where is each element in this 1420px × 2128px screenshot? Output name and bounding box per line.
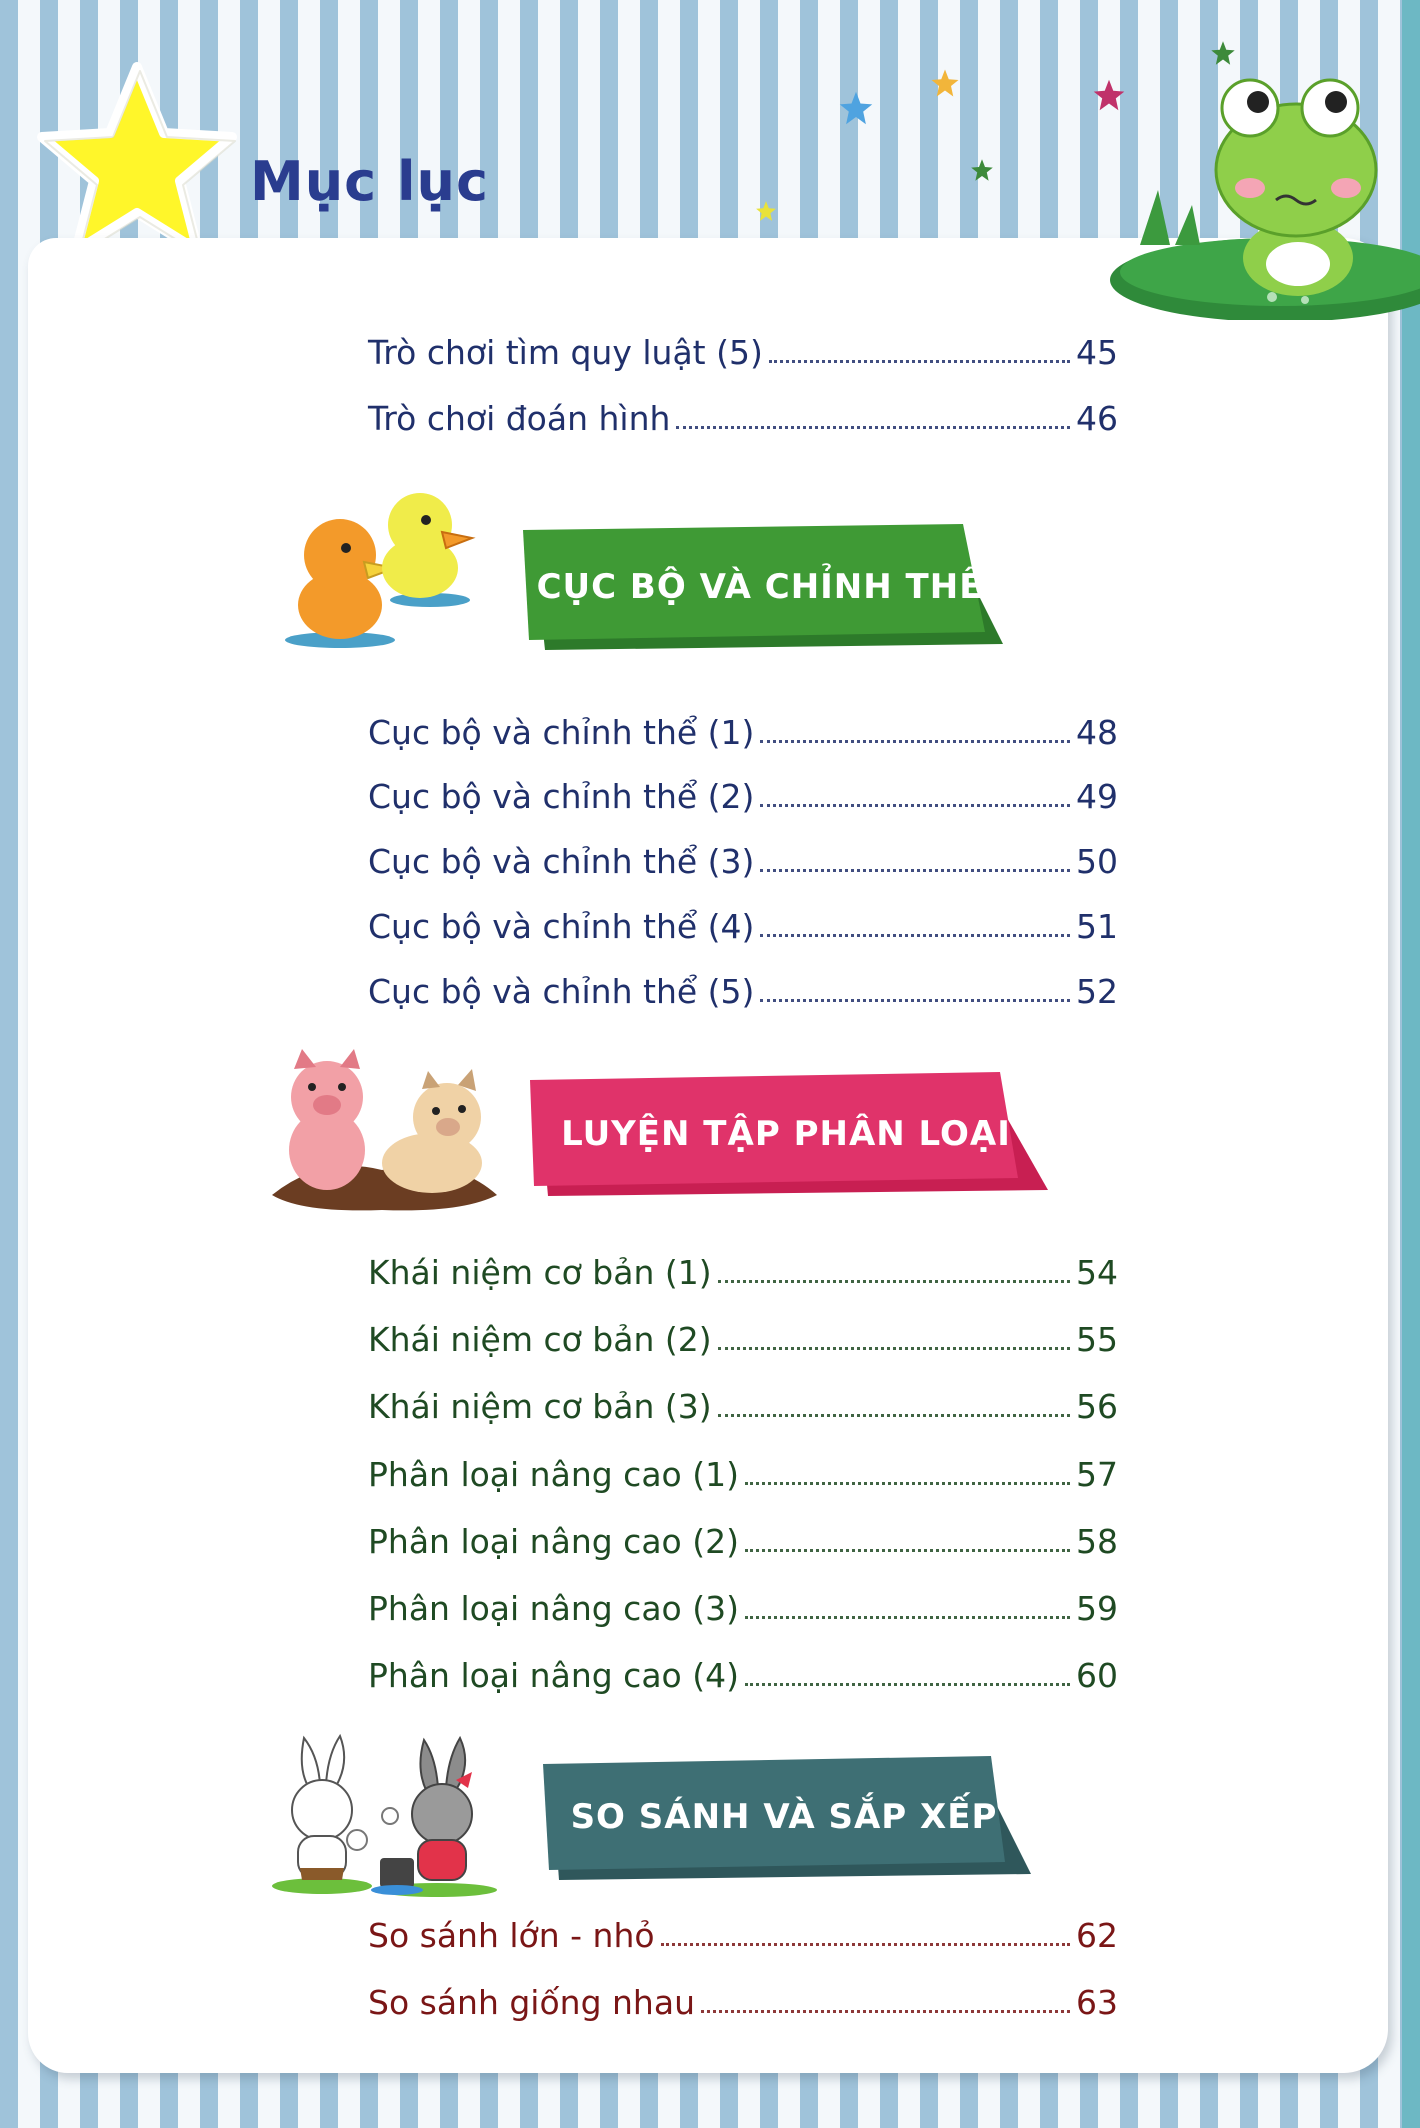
toc-entry-page: 48 [1076,713,1118,752]
toc-entry-title: So sánh lớn - nhỏ [368,1916,655,1955]
dot-leader [760,740,1070,743]
toc-entry-title: Phân loại nâng cao (2) [368,1522,739,1561]
toc-entry[interactable] [368,1245,1118,1293]
toc-entry[interactable] [368,1908,1118,1956]
dot-leader [718,1347,1070,1350]
dot-leader [760,999,1070,1002]
star-icon [32,55,242,265]
toc-entry[interactable] [368,325,1118,373]
toc-entry-page: 58 [1076,1522,1118,1561]
dot-leader [745,1616,1070,1619]
toc-entry-title: So sánh giống nhau [368,1983,695,2022]
toc-entry-title: Trò chơi tìm quy luật (5) [368,333,763,372]
frog-icon [1100,40,1420,320]
dot-leader [769,360,1070,363]
dot-leader [718,1414,1070,1417]
star-icon [838,90,874,126]
toc-entry-page: 62 [1076,1916,1118,1955]
dot-leader [745,1482,1070,1485]
toc-entry-page: 45 [1076,333,1118,372]
page-title: Mục lục [250,150,489,213]
dot-leader [718,1280,1070,1283]
dot-leader [661,1943,1070,1946]
section-heading: LUYỆN TẬP PHÂN LOẠI [561,1114,1011,1154]
rabbit-icon [262,1728,524,1898]
dot-leader [760,804,1070,807]
toc-entry-title: Cục bộ và chỉnh thể (2) [368,777,755,816]
toc-entry-title: Khái niệm cơ bản (1) [368,1253,712,1292]
toc-entry-page: 46 [1076,399,1118,438]
toc-entry-page: 59 [1076,1589,1118,1628]
dot-leader [760,934,1070,937]
section-banner-green [515,522,1005,652]
dot-leader [760,869,1070,872]
toc-entry-page: 56 [1076,1387,1118,1426]
toc-entry-page: 52 [1076,972,1118,1011]
toc-entry-title: Phân loại nâng cao (1) [368,1455,739,1494]
toc-entry[interactable] [368,769,1118,817]
toc-entry[interactable] [368,1447,1118,1495]
toc-entry[interactable] [368,964,1118,1012]
star-icon [930,68,960,98]
toc-entry-page: 63 [1076,1983,1118,2022]
star-icon [755,200,777,222]
duck-icon [270,490,480,650]
toc-entry-page: 60 [1076,1656,1118,1695]
toc-entry[interactable] [368,1312,1118,1360]
toc-entry-title: Cục bộ và chỉnh thể (4) [368,907,755,946]
toc-entry-page: 49 [1076,777,1118,816]
section-heading: SO SÁNH VÀ SẮP XẾP [570,1797,998,1837]
toc-entry-page: 51 [1076,907,1118,946]
toc-entry[interactable] [368,1975,1118,2023]
dot-leader [701,2010,1070,2013]
toc-entry-title: Khái niệm cơ bản (3) [368,1387,712,1426]
dot-leader [745,1683,1070,1686]
toc-entry[interactable] [368,705,1118,753]
dot-leader [676,426,1070,429]
toc-entry-title: Phân loại nâng cao (4) [368,1656,739,1695]
toc-entry-page: 50 [1076,842,1118,881]
section-banner-pink [522,1070,1050,1198]
section-banner-teal [535,1752,1033,1882]
toc-entry-title: Khái niệm cơ bản (2) [368,1320,712,1359]
section-heading: CỤC BỘ VÀ CHỈNH THỂ [536,567,984,607]
toc-entry-title: Cục bộ và chỉnh thể (1) [368,713,755,752]
toc-entry[interactable] [368,1648,1118,1696]
toc-entry-title: Trò chơi đoán hình [368,399,671,438]
pig-icon [262,1045,502,1215]
toc-entry[interactable] [368,834,1118,882]
toc-entry-title: Phân loại nâng cao (3) [368,1589,739,1628]
star-icon [970,158,994,182]
toc-entry-page: 54 [1076,1253,1118,1292]
toc-entry[interactable] [368,1581,1118,1629]
toc-entry[interactable] [368,1379,1118,1427]
toc-entry[interactable] [368,391,1118,439]
toc-entry-page: 55 [1076,1320,1118,1359]
toc-entry[interactable] [368,1514,1118,1562]
toc-entry-page: 57 [1076,1455,1118,1494]
toc-entry-title: Cục bộ và chỉnh thể (5) [368,972,755,1011]
toc-entry[interactable] [368,899,1118,947]
toc-entry-title: Cục bộ và chỉnh thể (3) [368,842,755,881]
dot-leader [745,1549,1070,1552]
